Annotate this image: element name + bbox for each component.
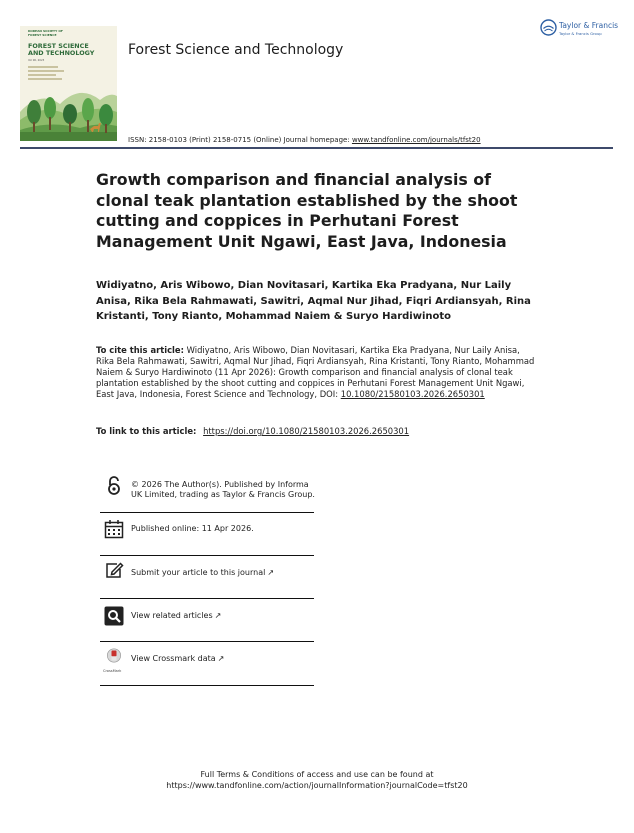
calendar-icon: [104, 519, 124, 539]
cover-publisher-line2: FOREST SCIENCE: [28, 32, 57, 37]
edit-icon: [104, 560, 124, 580]
taylor-francis-logo-icon: [540, 19, 557, 36]
footer: [0, 769, 634, 791]
external-link-icon: ↗: [214, 611, 222, 620]
doi-link[interactable]: 10.1080/21580103.2026.2650301: [340, 388, 485, 399]
crossmark-row[interactable]: [100, 641, 314, 686]
article-doi-url[interactable]: https://doi.org/10.1080/21580103.2026.2650301: [203, 426, 410, 436]
license-text: © 2026 The Author(s). Published by Informa UK Limited, trading as Taylor & Francis Group.: [131, 480, 315, 499]
submit-row[interactable]: [100, 555, 314, 599]
cover-text-line: [28, 66, 58, 68]
cover-volume: Vol 00, 2023: [28, 59, 45, 62]
publisher-name: Taylor & Francis: [559, 21, 619, 30]
cover-text-line: [28, 78, 62, 80]
crossmark-icon-label: CrossMark: [103, 669, 122, 673]
submit-article-link[interactable]: Submit your article to this journal: [131, 568, 266, 577]
cover-forest-illustration: [20, 82, 117, 141]
cover-publisher-line1: KOREAN SOCIETY OF: [28, 29, 63, 33]
article-link-line: [96, 426, 409, 436]
cite-label: To cite this article:: [96, 345, 184, 355]
crossmark-link[interactable]: View Crossmark data: [131, 654, 216, 663]
published-date: Published online: 11 Apr 2026.: [131, 524, 254, 533]
related-articles-icon: [104, 606, 124, 626]
article-title: Growth comparison and financial analysis of clonal teak plantation established by the shoot cutting and coppices in Perhutani Forest Management Unit Ngawi, East Java, Indonesia: [96, 170, 518, 251]
publisher-logo[interactable]: [540, 18, 620, 40]
cover-title-line1: FOREST SCIENCE: [28, 42, 89, 50]
footer-terms-text: Full Terms & Conditions of access and use can be found at: [200, 770, 434, 779]
cover-text-line: [28, 74, 56, 76]
cite-text: Widiyatno, Aris Wibowo, Dian Novitasari, Kartika Eka Pradyana, Nur Laily Anisa, Rika Bela Rahmawati, Sawitri, Aqmal Nur Jihad, Fiqri Ardiansyah, Rina Kristanti, Tony Rianto, Mohammad Naiem & Suryo Hardiwinoto (11 Apr 2026): Growth comparison and financial analysis of clonal teak plantation established by the shoot cutting and coppices in Perhutani Forest Management Unit Ngawi, East Java, Indonesia, Forest Science and Technology, DOI:: [96, 345, 535, 399]
publisher-subname: Taylor & Francis Group: [559, 31, 602, 36]
license-row: [100, 474, 314, 513]
related-articles-link[interactable]: View related articles: [131, 611, 213, 620]
author-list: Widiyatno, Aris Wibowo, Dian Novitasari, Kartika Eka Pradyana, Nur Laily Anisa, Rika Bela Rahmawati, Sawitri, Aqmal Nur Jihad, Fiqri Ardiansyah, Rina Kristanti, Tony Rianto, Mohammad Naiem & Suryo Hardiwinoto: [96, 280, 531, 322]
external-link-icon: ↗: [267, 568, 275, 577]
journal-cover: [20, 26, 117, 141]
related-row[interactable]: [100, 598, 314, 642]
citation-block: [96, 345, 536, 400]
crossmark-icon: [104, 648, 124, 668]
issn-text: ISSN: 2158-0103 (Print) 2158-0715 (Online) Journal homepage:: [128, 136, 350, 144]
external-link-icon: ↗: [217, 654, 225, 663]
footer-terms-link[interactable]: https://www.tandfonline.com/action/journalInformation?journalCode=tfst20: [166, 781, 468, 790]
journal-homepage-link[interactable]: www.tandfonline.com/journals/tfst20: [351, 136, 481, 144]
cover-text-line: [28, 70, 64, 72]
cover-title-line2: AND TECHNOLOGY: [28, 49, 95, 57]
header-divider: [20, 147, 613, 149]
published-row: [100, 512, 314, 556]
journal-title: Forest Science and Technology: [128, 42, 344, 58]
link-label: To link to this article:: [96, 426, 197, 436]
open-access-icon: [104, 476, 124, 496]
issn-line: [128, 136, 481, 144]
